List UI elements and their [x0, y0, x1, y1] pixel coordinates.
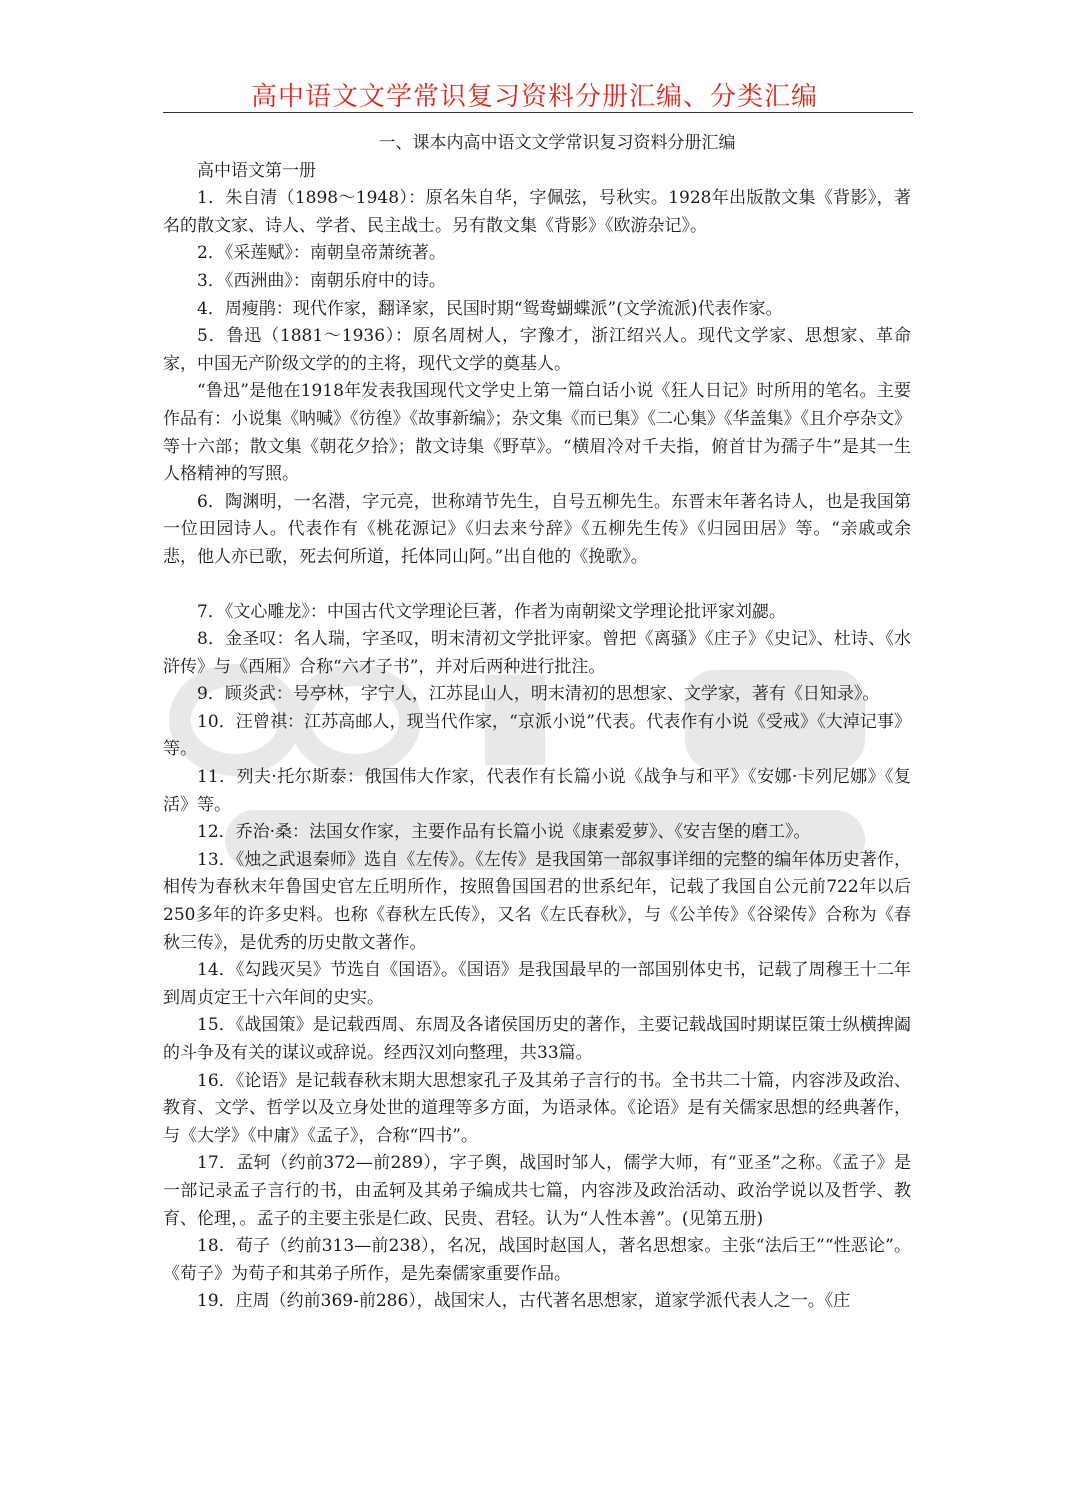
title-divider [163, 112, 913, 113]
list-item: 4．周瘦鹃：现代作家，翻译家，民国时期“鸳鸯蝴蝶派”(文学流派)代表作家。 [197, 298, 783, 319]
list-item: 5．鲁迅（1881～1936）：原名周树人，字豫才，浙江绍兴人。现代文学家、思想家、革命家，中国无产阶级文学的的主将，现代文学的奠基人。 [163, 326, 911, 374]
list-item: 19．庄周（约前369-前286），战国宋人，古代著名思想家，道家学派代表人之一。《庄 [197, 1291, 851, 1312]
list-item: 3．《西洲曲》：南朝乐府中的诗。 [197, 270, 446, 291]
list-item: 15．《战国策》是记载西周、东周及各诸侯国历史的著作，主要记载战国时期谋臣策士纵横捭阖的斗争及有关的谋议或辞说。经西汉刘向整理，共33篇。 [163, 1015, 911, 1063]
list-item: 17．孟轲（约前372—前289），字子舆，战国时邹人，儒学大师，有“亚圣”之称。《孟子》是一部记录孟子言行的书，由孟轲及其弟子编成共七篇，内容涉及政治活动、政治学说以及哲学、教育、伦理，。孟子的主要主张是仁政、民贵、君轻。认为“人性本善”。(见第五册) [163, 1153, 911, 1229]
list-item: 13．《烛之武退秦师》选自《左传》。《左传》是我国第一部叙事详细的完整的编年体历史著作，相传为春秋末年鲁国史官左丘明所作，按照鲁国国君的世系纪年，记载了我国自公元前722年以后250多年的许多史料。也称《春秋左氏传》，又名《左氏春秋》，与《公羊传》《谷梁传》合称为《春秋三传》，是优秀的历史散文著作。 [163, 849, 911, 953]
list-item: 12．乔治·桑：法国女作家，主要作品有长篇小说《康素爱萝》、《安吉堡的磨工》。 [197, 822, 811, 843]
section-heading: 一、课本内高中语文文学常识复习资料分册汇编 [378, 133, 736, 153]
book-heading: 高中语文第一册 [197, 160, 316, 181]
list-item: 8．金圣叹：名人瑞，字圣叹，明末清初文学批评家。曾把《离骚》《庄子》《史记》、杜诗、《水浒传》与《西厢》合称“六才子书”，并对后两种进行批注。 [163, 629, 911, 677]
document-body [163, 130, 911, 1316]
list-item: 6．陶渊明，一名潜，字元亮，世称靖节先生，自号五柳先生。东晋末年著名诗人，也是我国第一位田园诗人。代表作有《桃花源记》《归去来兮辞》《五柳先生传》《归园田居》等。“亲戚或余悲，他人亦已歌，死去何所道，托体同山阿。”出自他的《挽歌》。 [163, 491, 911, 567]
list-item-continuation: “鲁迅”是他在1918年发表我国现代文学史上第一篇白话小说《狂人日记》时所用的笔名。主要作品有：小说集《呐喊》《彷徨》《故事新编》；杂文集《而已集》《二心集》《华盖集》《且介亭杂文》等十六部；散文集《朝花夕拾》；散文诗集《野草》。“横眉冷对千夫指，俯首甘为孺子牛”是其一生人格精神的写照。 [163, 381, 911, 485]
list-item: 7．《文心雕龙》：中国古代文学理论巨著，作者为南朝梁文学理论批评家刘勰。 [197, 601, 786, 622]
paragraph-spacer [163, 572, 911, 599]
list-item: 1．朱自清（1898～1948）：原名朱自华，字佩弦，号秋实。1928年出版散文集《背影》，著名的散文家、诗人、学者、民主战士。另有散文集《背影》《欧游杂记》。 [163, 188, 911, 236]
page-title: 高中语文文学常识复习资料分册汇编、分类汇编 [250, 82, 818, 112]
list-item: 16．《论语》是记载春秋末期大思想家孔子及其弟子言行的书。全书共二十篇，内容涉及政治、教育、文学、哲学以及立身处世的道理等多方面，为语录体。《论语》是有关儒家思想的经典著作，与《大学》《中庸》《孟子》，合称“四书”。 [163, 1070, 911, 1146]
list-item: 2．《采莲赋》：南朝皇帝萧统著。 [197, 243, 446, 264]
list-item: 9．顾炎武：号亭林，字宁人，江苏昆山人，明末清初的思想家、文学家，著有《日知录》。 [197, 684, 880, 705]
list-item: 10．汪曾祺：江苏高邮人，现当代作家，“京派小说”代表。代表作有小说《受戒》《大淖记事》等。 [163, 711, 911, 760]
list-item: 11．列夫·托尔斯泰：俄国伟大作家，代表作有长篇小说《战争与和平》《安娜·卡列尼娜》《复活》等。 [163, 767, 911, 815]
list-item: 14．《勾践灭吴》节选自《国语》。《国语》是我国最早的一部国别体史书，记载了周穆王十二年到周贞定王十六年间的史实。 [163, 960, 911, 1008]
list-item: 18．荀子（约前313—前238），名况，战国时赵国人，著名思想家。主张“法后王”“性恶论”。《荀子》为荀子和其弟子所作，是先秦儒家重要作品。 [163, 1236, 911, 1284]
